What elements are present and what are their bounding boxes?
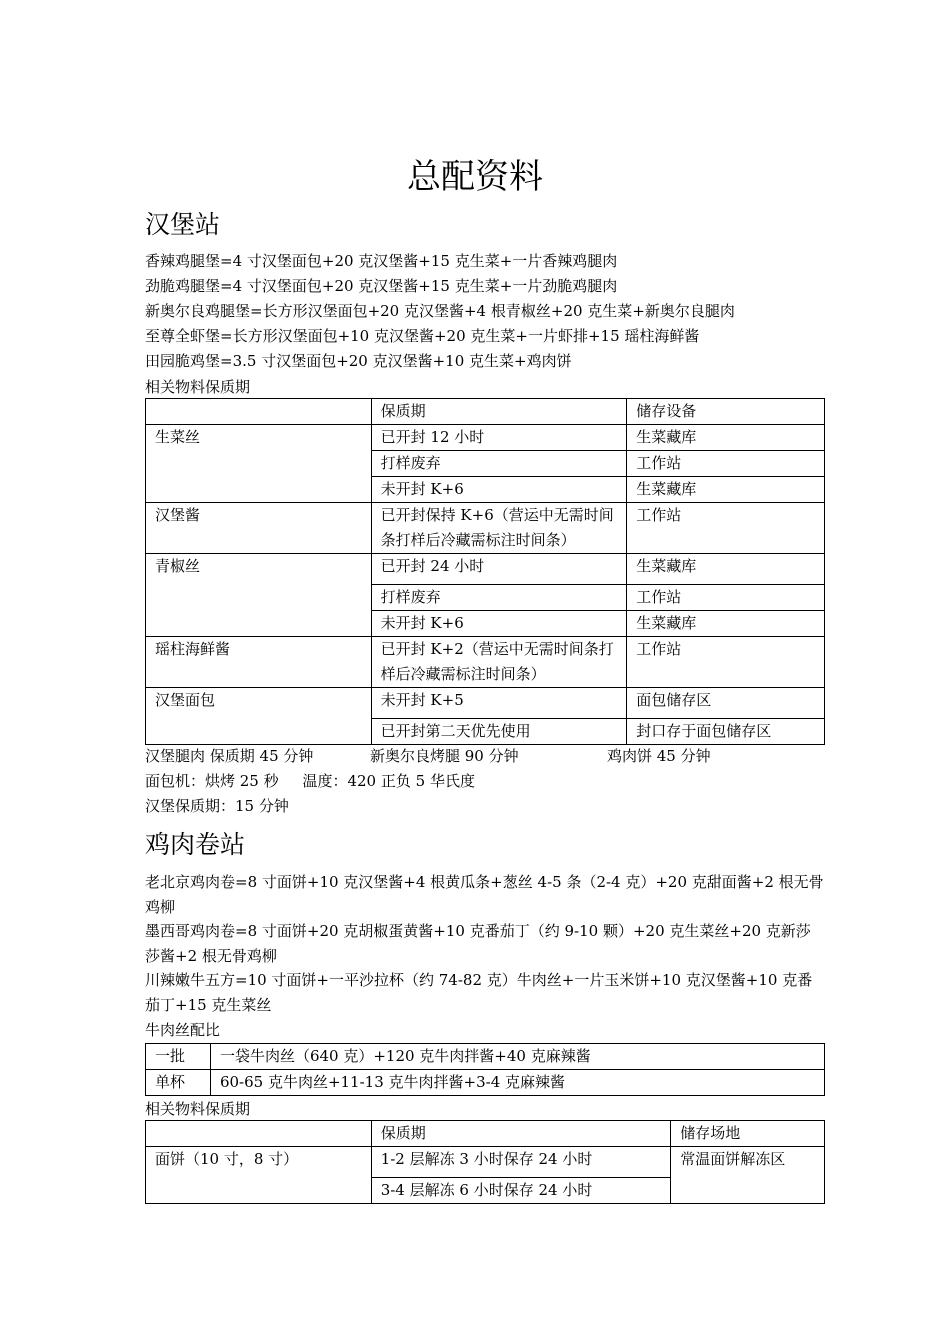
wrap-shelf-life-label: 相关物料保质期 [145,1100,251,1118]
burger-shelf-life-table [145,398,825,745]
table-row [146,688,825,719]
table-row [146,1044,825,1070]
table-cell: 已开封保持 K+6（营运中无需时间条打样后冷藏需标注时间条） [371,503,627,554]
table-cell: 封口存于面包储存区 [627,719,825,745]
wrap-station-heading: 鸡肉卷站 [145,830,246,859]
table-header-cell [146,1121,372,1147]
table-row [146,554,825,585]
burger-recipe: 至尊全虾堡=长方形汉堡面包+10 克汉堡酱+20 克生菜+一片虾排+15 瑶柱海鲜酱 [145,327,700,345]
table-row [146,503,825,554]
table-cell: 3-4 层解冻 6 小时保存 24 小时 [371,1178,671,1204]
toaster-settings: 面包机：烘烤 25 秒 温度：420 正负 5 华氏度 [145,772,475,790]
burger-recipe: 香辣鸡腿堡=4 寸汉堡面包+20 克汉堡酱+15 克生菜+一片香辣鸡腿肉 [145,252,618,270]
table-cell: 打样废弃 [371,585,627,611]
table-header-cell: 储存场地 [671,1121,825,1147]
wrap-shelf-life-table [145,1120,825,1204]
table-header-cell [146,399,372,425]
table-cell: 已开封 12 小时 [371,425,627,451]
table-cell-item: 面饼（10 寸，8 寸） [146,1147,372,1204]
table-cell: 未开封 K+6 [371,477,627,503]
table-row [146,1070,825,1096]
table-row [146,1147,825,1178]
hold-time-thigh: 汉堡腿肉 保质期 45 分钟 [145,747,314,765]
page-title: 总配资料 [407,157,543,197]
table-cell: 工作站 [627,451,825,477]
wrap-recipe: 墨西哥鸡肉卷=8 寸面饼+20 克胡椒蛋黄酱+10 克番茄丁（约 9-10 颗）+20 克生菜丝+20 克新莎莎酱+2 根无骨鸡柳 [145,922,811,965]
table-cell: 已开封第二天优先使用 [371,719,627,745]
burger-recipe: 劲脆鸡腿堡=4 寸汉堡面包+20 克汉堡酱+15 克生菜+一片劲脆鸡腿肉 [145,277,618,295]
table-cell-item: 汉堡酱 [146,503,372,554]
table-header-cell: 储存设备 [627,399,825,425]
hold-time-orleans: 新奥尔良烤腿 90 分钟 [370,747,519,765]
table-cell: 60-65 克牛肉丝+11-13 克牛肉拌酱+3-4 克麻辣酱 [210,1070,824,1096]
table-cell: 未开封 K+6 [371,611,627,637]
table-cell: 常温面饼解冻区 [671,1147,825,1204]
table-cell: 1-2 层解冻 3 小时保存 24 小时 [371,1147,671,1178]
burger-recipe: 田园脆鸡堡=3.5 寸汉堡面包+20 克汉堡酱+10 克生菜+鸡肉饼 [145,352,572,370]
wrap-recipe: 川辣嫩牛五方=10 寸面饼+一平沙拉杯（约 74-82 克）牛肉丝+一片玉米饼+10 克汉堡酱+10 克番茄丁+15 克生菜丝 [145,971,813,1014]
hold-time-patty: 鸡肉饼 45 分钟 [607,747,711,765]
beef-ratio-table [145,1043,825,1096]
table-cell: 生菜藏库 [627,611,825,637]
burger-shelf-life-label: 相关物料保质期 [145,378,251,396]
table-row [146,637,825,688]
table-cell: 工作站 [627,503,825,554]
table-cell-item: 瑶柱海鲜酱 [146,637,372,688]
table-cell: 工作站 [627,637,825,688]
beef-ratio-label: 牛肉丝配比 [145,1021,221,1039]
wrap-recipe: 老北京鸡肉卷=8 寸面饼+10 克汉堡酱+4 根黄瓜条+葱丝 4-5 条（2-4 克）+20 克甜面酱+2 根无骨鸡柳 [145,873,824,916]
burger-recipe: 新奥尔良鸡腿堡=长方形汉堡面包+20 克汉堡酱+4 根青椒丝+20 克生菜+新奥尔良腿肉 [145,302,735,320]
table-cell: 生菜藏库 [627,425,825,451]
table-header-row [146,399,825,425]
table-cell: 已开封 24 小时 [371,554,627,585]
table-cell-item: 汉堡面包 [146,688,372,745]
table-cell: 已开封 K+2（营运中无需时间条打样后冷藏需标注时间条） [371,637,627,688]
table-cell: 生菜藏库 [627,477,825,503]
table-cell-key: 单杯 [146,1070,211,1096]
table-cell-key: 一批 [146,1044,211,1070]
table-cell: 生菜藏库 [627,554,825,585]
table-header-cell: 保质期 [371,399,627,425]
table-cell: 工作站 [627,585,825,611]
table-header-row [146,1121,825,1147]
table-cell-item: 青椒丝 [146,554,372,637]
table-cell: 一袋牛肉丝（640 克）+120 克牛肉拌酱+40 克麻辣酱 [210,1044,824,1070]
table-cell: 打样废弃 [371,451,627,477]
table-header-cell: 保质期 [371,1121,671,1147]
table-row [146,425,825,451]
table-cell: 未开封 K+5 [371,688,627,719]
table-cell: 面包储存区 [627,688,825,719]
table-cell-item: 生菜丝 [146,425,372,503]
burger-hold-time: 汉堡保质期：15 分钟 [145,797,289,815]
burger-station-heading: 汉堡站 [145,210,221,239]
